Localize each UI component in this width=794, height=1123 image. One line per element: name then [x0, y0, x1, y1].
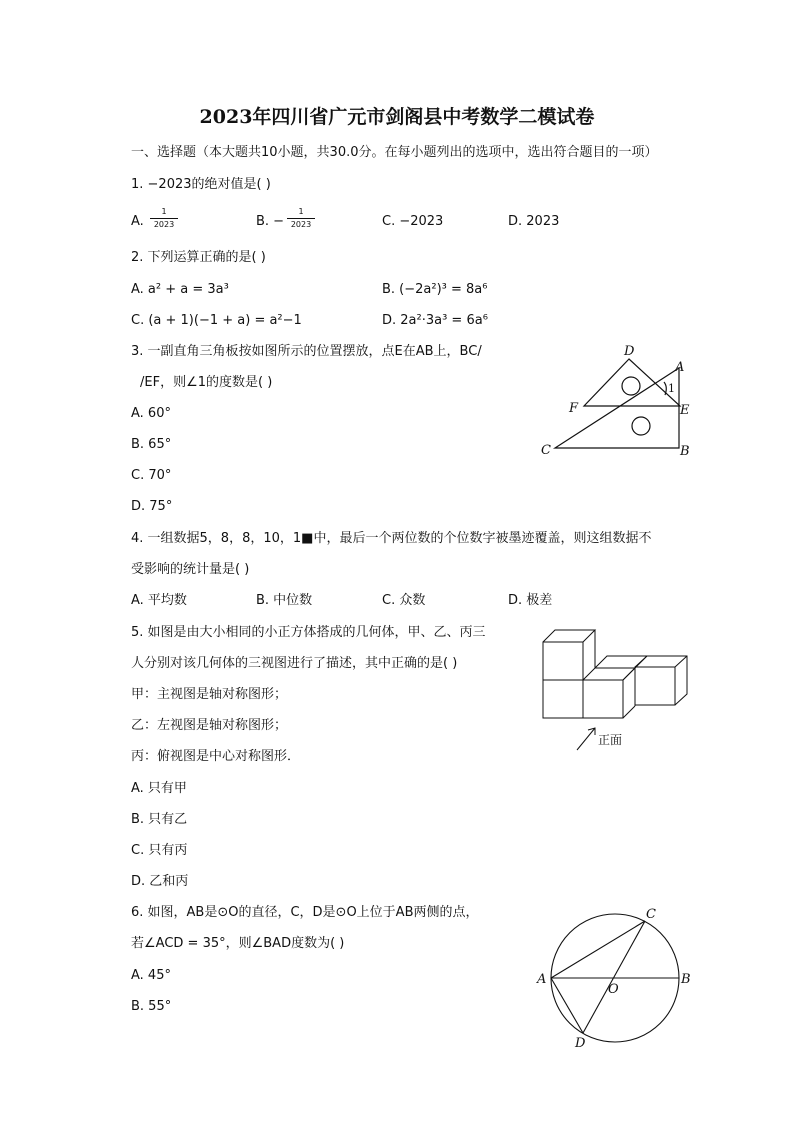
- angle-1-arc: [664, 382, 666, 395]
- q3-option-b: B. 65°: [131, 437, 172, 452]
- question-4-stem-line1: 4. 一组数据5，8，8，10，1■中，最后一个两位数的个位数字被墨迹覆盖，则这组数据不: [131, 531, 652, 546]
- q4-option-a: A. 平均数: [131, 593, 187, 608]
- q3-triangle-figure: [535, 340, 705, 465]
- q1-option-b-prefix: B. −: [256, 214, 285, 229]
- label-f: F: [569, 401, 579, 416]
- hole-circle-upper: [622, 377, 640, 395]
- question-1-stem: 1. −2023的绝对值是( ): [131, 177, 271, 192]
- section-heading: 一、选择题（本大题共10小题，共30.0分。在每小题列出的选项中，选出符合题目的一项）: [131, 145, 658, 160]
- hole-circle-lower: [632, 417, 650, 435]
- question-4-stem-line2: 受影响的统计量是( ): [131, 562, 250, 577]
- q2-option-d: D. 2a²·3a³ = 6a⁶: [382, 313, 488, 328]
- label-b: B: [681, 972, 691, 987]
- label-angle-1: 1: [668, 382, 675, 395]
- label-b: B: [680, 444, 690, 459]
- q2-option-c: C. (a + 1)(−1 + a) = a²−1: [131, 313, 302, 328]
- q6-option-b: B. 55°: [131, 999, 172, 1014]
- statement-yi: 乙：左视图是轴对称图形；: [131, 718, 288, 733]
- q4-option-b: B. 中位数: [256, 593, 313, 608]
- question-5-stem-line1: 5. 如图是由大小相同的小正方体搭成的几何体，甲、乙、丙三: [131, 625, 486, 640]
- q3-option-d: D. 75°: [131, 499, 173, 514]
- q4-option-c: C. 众数: [382, 593, 426, 608]
- q1-option-b-fraction: [287, 207, 315, 230]
- front-label: 正面: [598, 733, 623, 747]
- q1-b-numerator: 1: [298, 207, 304, 216]
- label-c: C: [541, 443, 551, 458]
- question-6-stem-line1: 6. 如图，AB是⊙O的直径，C，D是⊙O上位于AB两侧的点，: [131, 905, 479, 920]
- q5-option-a: A. 只有甲: [131, 781, 187, 796]
- q2-option-a: A. a² + a = 3a³: [131, 282, 229, 297]
- q2-option-b: B. (−2a²)³ = 8a⁶: [382, 282, 488, 297]
- q5-option-c: C. 只有丙: [131, 843, 188, 858]
- statement-jia: 甲：主视图是轴对称图形；: [131, 687, 288, 702]
- q6-circle-figure: [535, 905, 705, 1050]
- chord-cd: [583, 921, 645, 1033]
- q1-b-denominator: 2023: [290, 220, 312, 229]
- q5-cube-figure: [535, 622, 705, 752]
- label-o: O: [608, 982, 619, 997]
- q4-option-d: D. 极差: [508, 593, 553, 608]
- fraction-bar: [287, 218, 315, 219]
- q1-a-denominator: 2023: [153, 220, 175, 229]
- q1-option-d: D. 2023: [508, 214, 560, 229]
- q3-option-c: C. 70°: [131, 468, 172, 483]
- question-3-stem-line1: 3. 一副直角三角板按如图所示的位置摆放，点E在AB上，BC/: [131, 344, 482, 359]
- fraction-bar: [150, 218, 178, 219]
- label-d: D: [575, 1036, 586, 1051]
- q5-option-b: B. 只有乙: [131, 812, 188, 827]
- question-5-stem-line2: 人分别对该几何体的三视图进行了描述，其中正确的是( ): [131, 656, 458, 671]
- label-a: A: [675, 360, 685, 375]
- label-d: D: [624, 344, 635, 359]
- chord-ac: [551, 921, 645, 978]
- question-2-stem: 2. 下列运算正确的是( ): [131, 250, 266, 265]
- label-e: E: [680, 403, 690, 418]
- label-c: C: [646, 907, 656, 922]
- question-6-stem-line2: 若∠ACD = 35°，则∠BAD度数为( ): [131, 936, 345, 951]
- q6-option-a: A. 45°: [131, 968, 171, 983]
- q1-option-a-prefix: A.: [131, 214, 144, 229]
- q5-option-d: D. 乙和丙: [131, 874, 189, 889]
- q1-option-a-fraction: [150, 207, 178, 230]
- page-title: 2023年四川省广元市剑阁县中考数学二模试卷: [199, 106, 595, 128]
- q1-a-numerator: 1: [161, 207, 167, 216]
- chord-ad: [551, 978, 583, 1033]
- q3-option-a: A. 60°: [131, 406, 171, 421]
- question-3-stem-line2: /EF，则∠1的度数是( ): [140, 375, 273, 390]
- q1-option-c: C. −2023: [382, 214, 444, 229]
- label-a: A: [537, 972, 547, 987]
- statement-bing: 丙：俯视图是中心对称图形．: [131, 749, 301, 764]
